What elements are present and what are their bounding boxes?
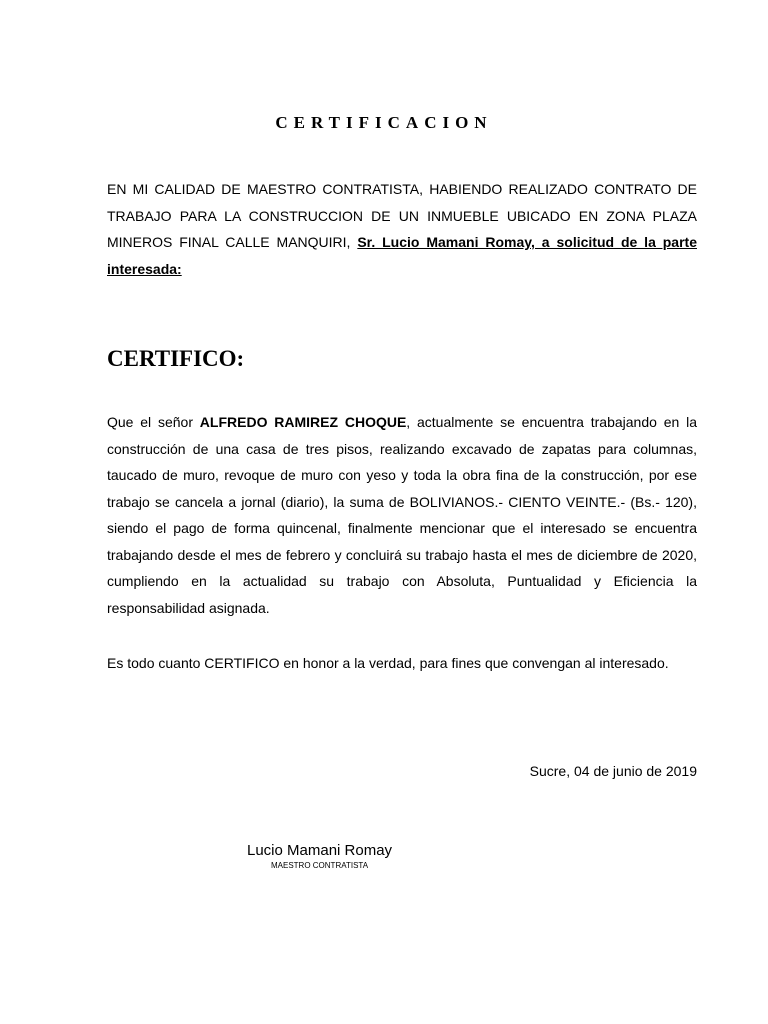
date-line: Sucre, 04 de junio de 2019 bbox=[529, 763, 697, 779]
intro-paragraph bbox=[107, 176, 697, 282]
intro-text: EN MI CALIDAD DE MAESTRO CONTRATISTA, HABIENDO REALIZADO CONTRATO DE TRABAJO PARA LA CONSTRUCCION DE UN INMUEBLE UBICADO EN ZONA PLAZA MINEROS FINAL CALLE MANQUIRI, bbox=[107, 181, 697, 250]
body-text: , actualmente se encuentra trabajando en la construcción de una casa de tres pisos, realizando excavado de zapatas para columnas, taucado de muro, revoque de muro con yeso y toda la obra fina de la construcción, por ese trabajo se cancela a jornal (diario), la suma de BOLIVIANOS.- CIENTO VEINTE.- (Bs.- 120), siendo el pago de forma quincenal, finalmente mencionar que el interesado se encuentra trabajando desde el mes de febrero y concluirá su trabajo hasta el mes de diciembre de 2020, cumpliendo en la actualidad su trabajo con Absoluta, Puntualidad y Eficiencia la responsabilidad asignada. bbox=[107, 414, 697, 616]
body-paragraph bbox=[107, 409, 697, 621]
document-title: CERTIFICACION bbox=[275, 113, 493, 132]
signature-role: MAESTRO CONTRATISTA bbox=[271, 861, 369, 870]
body-prefix: Que el señor bbox=[107, 414, 200, 430]
worker-name: ALFREDO RAMIREZ CHOQUE bbox=[199, 414, 407, 430]
signature-name: Lucio Mamani Romay bbox=[247, 842, 393, 859]
closing-paragraph: Es todo cuanto CERTIFICO en honor a la verdad, para fines que convengan al interesado. bbox=[107, 655, 669, 671]
certifico-heading: CERTIFICO: bbox=[107, 346, 245, 371]
intro-highlight: Sr. Lucio Mamani Romay, a solicitud de la parte interesada: bbox=[107, 234, 697, 277]
